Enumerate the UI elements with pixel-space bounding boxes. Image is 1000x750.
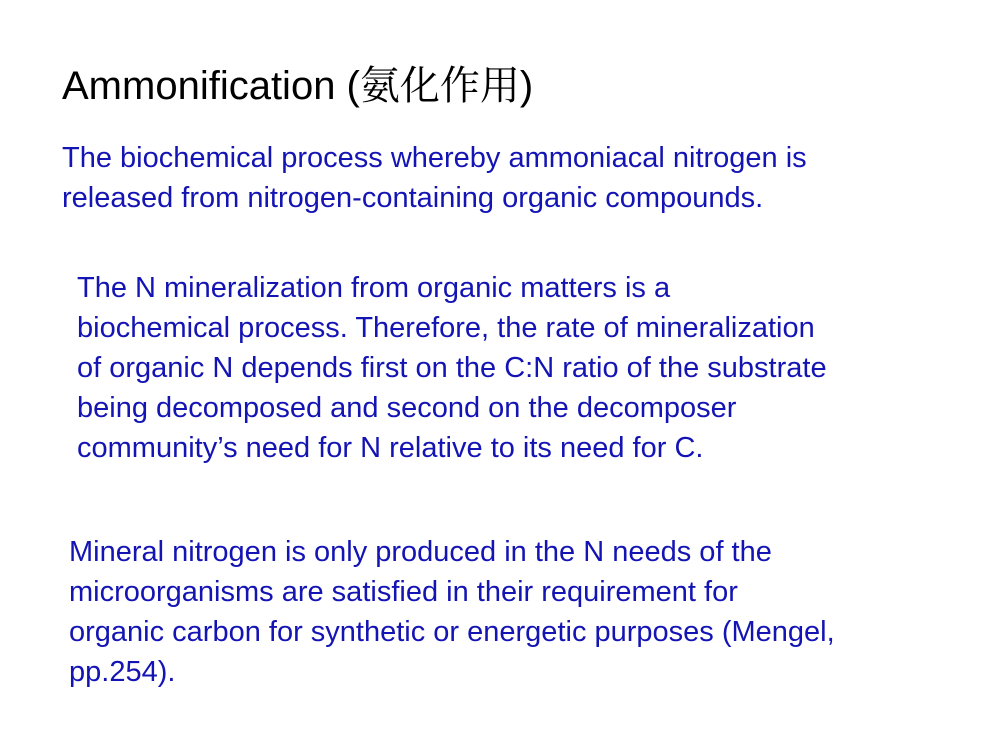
mineralization-paragraph: The N mineralization from organic matters is a biochemical process. Therefore, the rate of mineralization of organic N depends first on the C:N ratio of the substrate being decomposed and second on the decomposer community’s need for N relative to its need for C. — [77, 272, 827, 464]
slide-title: Ammonification (氨化作用) — [62, 64, 534, 108]
definition-paragraph: The biochemical process whereby ammoniacal nitrogen is released from nitrogen-containing organic compounds. — [62, 142, 807, 214]
mineral-nitrogen-paragraph: Mineral nitrogen is only produced in the N needs of the microorganisms are satisfied in their requirement for organic carbon for synthetic or energetic purposes (Mengel, pp.254). — [69, 536, 835, 688]
